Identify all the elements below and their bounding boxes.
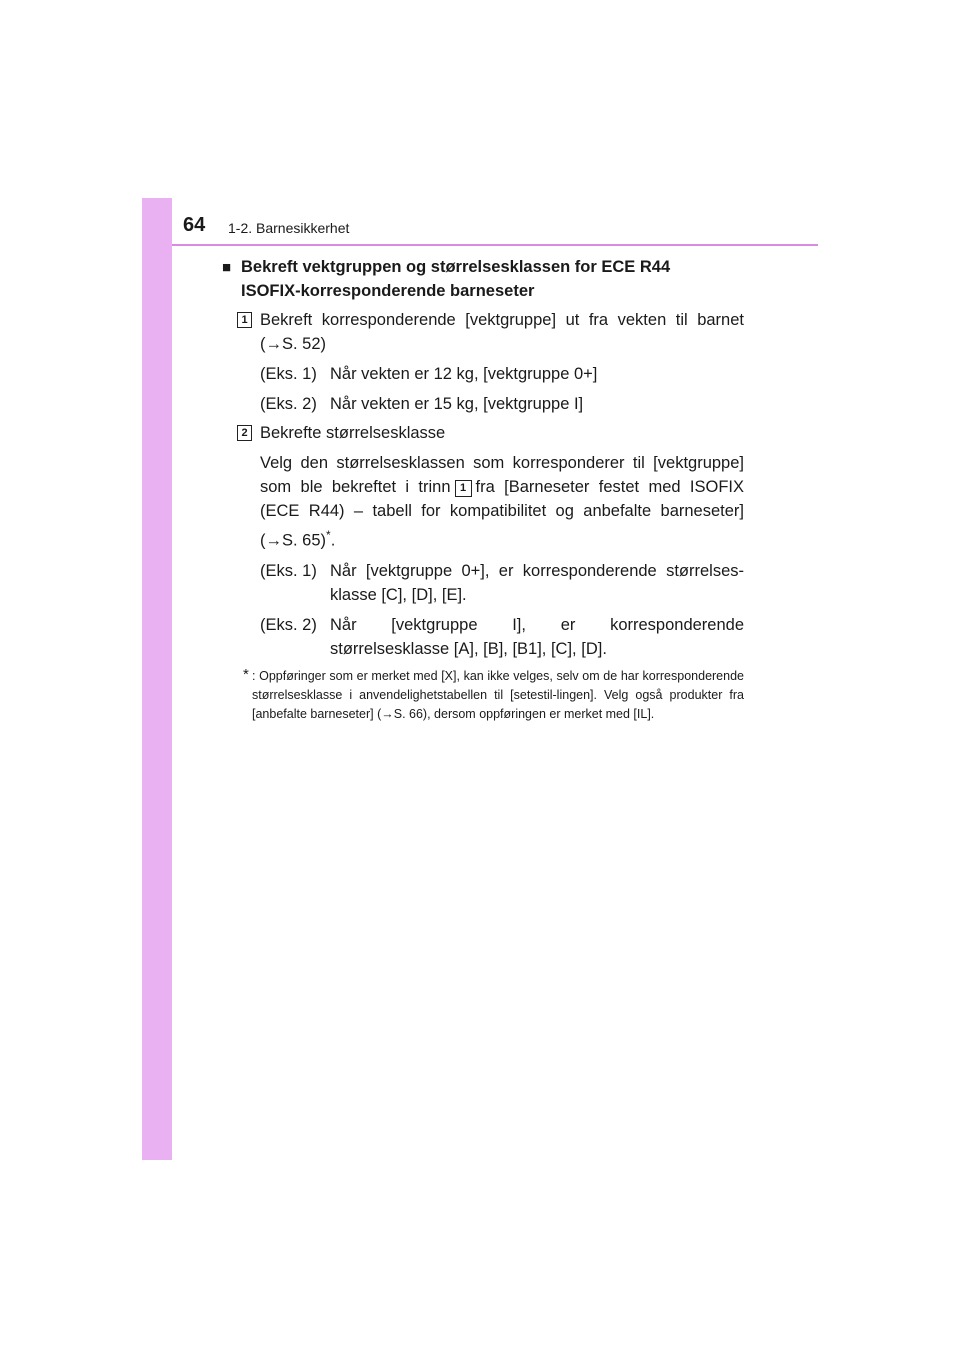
- footnote: [222, 667, 744, 724]
- step-2-example-1: [222, 559, 744, 607]
- step-2-badge: 2: [237, 425, 252, 441]
- footnote-text: : Oppføringer som er merket med [X], kan ikke velges, selv om de har korresponderende størrelsesklasse i anvendelighetstabellen til [setestil-lingen]. Velg også produkter fra [anbefalte barneseter] (→S. 66), dersom oppføringen er merket med [IL].: [252, 668, 744, 721]
- step-2-body-start: Velg den størrelsesklassen som korresponderer til [vektgruppe] som ble bekreftet i trinn: [260, 454, 744, 496]
- square-bullet-icon: ■: [222, 259, 232, 276]
- step-1-example-2: [222, 392, 744, 416]
- side-color-band: [142, 198, 172, 1160]
- example-text: Når vekten er 12 kg, [vektgruppe 0+]: [330, 365, 598, 383]
- step-1: [222, 308, 744, 356]
- footnote-asterisk: *: [243, 665, 249, 683]
- example-text: Når [vektgruppe 0+], er korresponderende størrelses-klasse [C], [D], [E].: [330, 561, 744, 604]
- page-number: 64: [183, 214, 206, 236]
- step-2-title: Bekrefte størrelsesklasse: [260, 424, 446, 442]
- example-text: Når vekten er 15 kg, [vektgruppe I]: [330, 395, 584, 413]
- example-label: (Eks. 1): [260, 365, 317, 383]
- example-label: (Eks. 1): [260, 561, 317, 580]
- inline-step-1-badge: 1: [455, 480, 472, 497]
- section-heading: [222, 255, 744, 303]
- step-2-body: [222, 451, 744, 553]
- step-1-badge: 1: [237, 312, 252, 328]
- step-1-text: Bekreft korresponderende [vektgruppe] ut fra vekten til barnet (→S. 52): [260, 311, 744, 353]
- heading-line-2: ISOFIX-korresponderende barneseter: [241, 282, 535, 300]
- step-1-example-1: [222, 362, 744, 386]
- header-divider: [172, 244, 818, 246]
- section-title: 1-2. Barnesikkerhet: [228, 220, 350, 236]
- step-2-body-rest: fra [Barneseter festet med ISOFIX (ECE R44) – tabell for kompatibilitet og anbefalte barneseter] (→S. 65): [260, 478, 744, 550]
- main-content: [222, 255, 744, 724]
- step-2-body-end: .: [330, 531, 336, 550]
- footnote-reference: *: [326, 528, 331, 542]
- step-2: [222, 421, 744, 445]
- example-label: (Eks. 2): [260, 395, 317, 413]
- heading-line-1: Bekreft vektgruppen og størrelsesklassen for ECE R44: [241, 258, 671, 276]
- step-2-example-2: [222, 613, 744, 661]
- example-text: Når [vektgruppe I], er korresponderende størrelsesklasse [A], [B], [B1], [C], [D].: [330, 615, 744, 658]
- example-label: (Eks. 2): [260, 615, 317, 634]
